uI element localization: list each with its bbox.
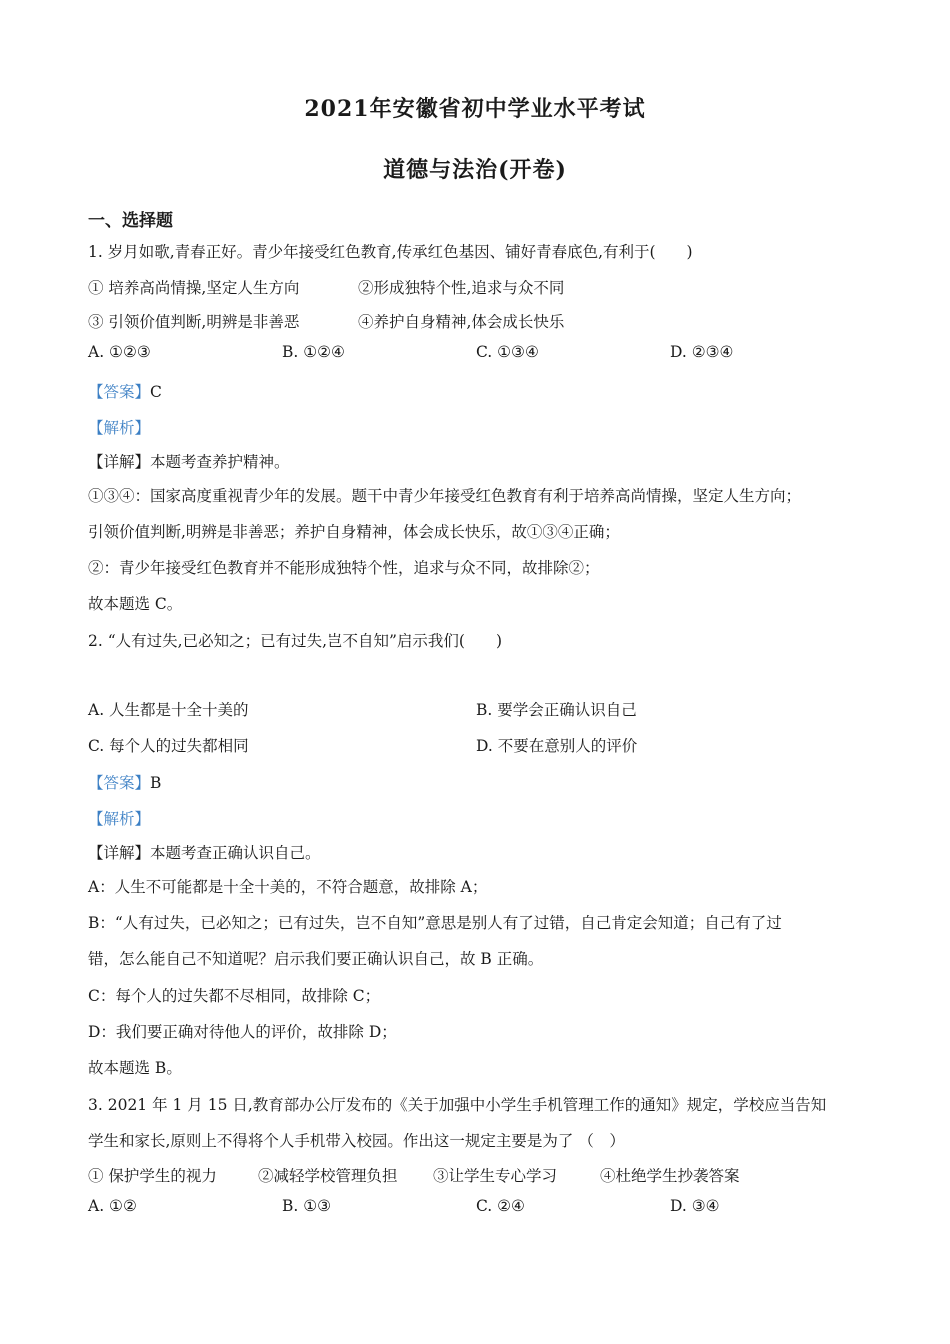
q1-explanation-2: 引领价值判断,明辨是非善恶；养护自身精神，体会成长快乐，故①③④正确； [88, 523, 620, 541]
answer-value: B [150, 774, 162, 792]
q1-statement-2: ②形成独特个性,追求与众不同 [358, 279, 565, 297]
q3-option-b: B. ①③ [282, 1197, 332, 1215]
q1-option-b: B. ①②④ [282, 343, 345, 361]
q2-option-a: A. 人生都是十全十美的 [88, 701, 249, 719]
q1-stem: 1. 岁月如歌,青春正好。青少年接受红色教育,传承红色基因、铺好青春底色,有利于( ) [88, 243, 693, 261]
q2-detail: 【详解】本题考查正确认识自己。 [88, 844, 321, 862]
q3-option-a: A. ①② [88, 1197, 137, 1215]
q1-statement-4: ④养护自身精神,体会成长快乐 [358, 313, 565, 331]
q3-option-d: D. ③④ [670, 1197, 720, 1215]
q1-detail: 【详解】本题考查养护精神。 [88, 453, 290, 471]
q2-explanation-2: B：“人有过失，已必知之；已有过失，岂不自知”意思是别人有了过错，自己肯定会知道；自己有了过 [88, 914, 782, 932]
answer-tag: 【答案】 [88, 774, 151, 792]
q1-answer [88, 380, 162, 402]
q1-analysis-tag: 【解析】 [88, 419, 151, 437]
answer-value: C [150, 383, 162, 401]
q3-statement-4: ④杜绝学生抄袭答案 [600, 1167, 740, 1185]
q2-answer [88, 771, 161, 793]
q1-option-c: C. ①③④ [476, 343, 539, 361]
q2-explanation-1: A：人生不可能都是十全十美的，不符合题意，故排除 A； [88, 878, 488, 896]
q2-stem: 2. “人有过失,已必知之；已有过失,岂不自知”启示我们( ) [88, 632, 503, 650]
q3-stem-line-2: 学生和家长,原则上不得将个人手机带入校园。作出这一规定主要是为了 （ ） [88, 1132, 625, 1150]
page-subtitle: 道德与法治(开卷) [383, 157, 567, 183]
q1-option-a: A. ①②③ [88, 343, 151, 361]
page-title: 2021年安徽省初中学业水平考试 [304, 96, 646, 122]
q1-option-d: D. ②③④ [670, 343, 734, 361]
q2-option-c: C. 每个人的过失都相同 [88, 737, 249, 755]
q2-option-d: D. 不要在意别人的评价 [476, 737, 638, 755]
q3-statement-3: ③让学生专心学习 [433, 1167, 558, 1185]
q3-option-c: C. ②④ [476, 1197, 525, 1215]
q2-explanation-3: 错，怎么能自己不知道呢？启示我们要正确认识自己，故 B 正确。 [88, 950, 544, 968]
q1-conclusion: 故本题选 C。 [88, 595, 183, 613]
q3-stem-line-1: 3. 2021 年 1 月 15 日,教育部办公厅发布的《关于加强中小学生手机管理工作的通知》规定，学校应当告知 [88, 1096, 827, 1114]
q1-statement-3: ③ 引领价值判断,明辨是非善恶 [88, 313, 300, 331]
q2-option-b: B. 要学会正确认识自己 [476, 701, 637, 719]
section-heading: 一、选择题 [88, 211, 173, 231]
q1-statement-1: ① 培养高尚情操,坚定人生方向 [88, 279, 300, 297]
q2-analysis-tag: 【解析】 [88, 810, 151, 828]
answer-tag: 【答案】 [88, 383, 151, 401]
q2-explanation-4: C：每个人的过失都不尽相同，故排除 C； [88, 987, 381, 1005]
q1-explanation-1: ①③④：国家高度重视青少年的发展。题干中青少年接受红色教育有利于培养高尚情操，坚定人生方向； [88, 487, 802, 505]
q2-conclusion: 故本题选 B。 [88, 1059, 182, 1077]
q3-statement-2: ②减轻学校管理负担 [258, 1167, 398, 1185]
q2-explanation-5: D：我们要正确对待他人的评价，故排除 D； [88, 1023, 397, 1041]
q1-explanation-3: ②：青少年接受红色教育并不能形成独特个性，追求与众不同，故排除②； [88, 559, 600, 577]
q3-statement-1: ① 保护学生的视力 [88, 1167, 217, 1185]
